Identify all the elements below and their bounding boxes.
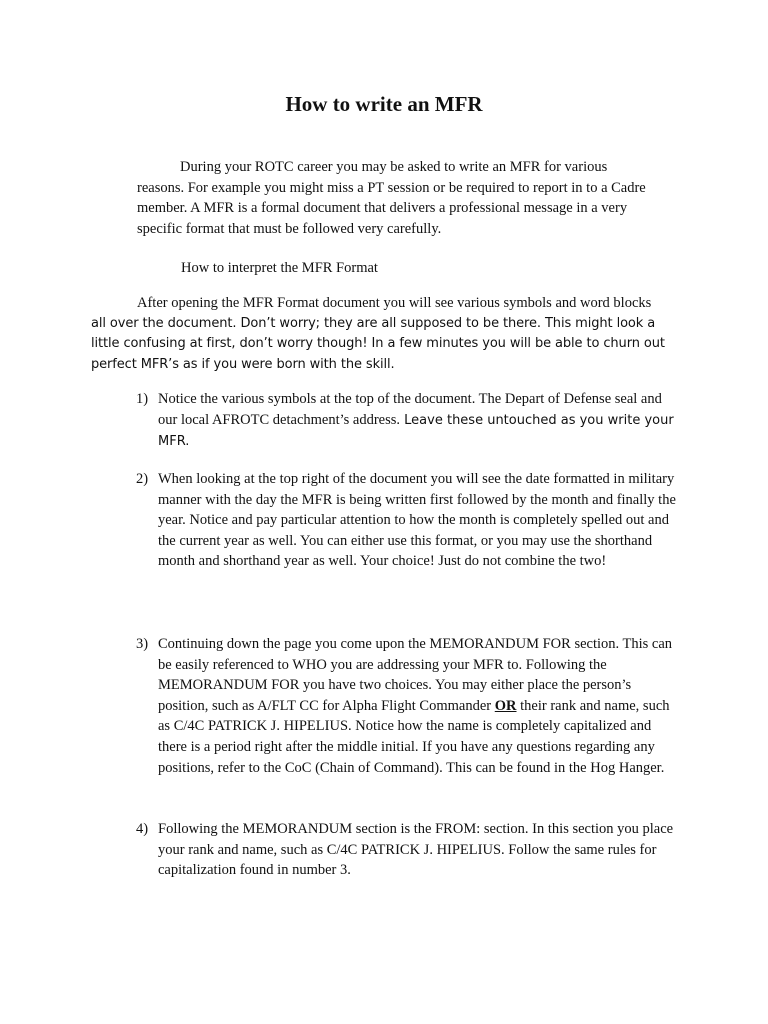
- section-subheading: How to interpret the MFR Format: [181, 260, 378, 276]
- opening-continuation: all over the document. Don’t worry; they are all supposed to be there. This might look a little confusing at first, don’t worry though! In a few minutes you will be able to churn out perfect MFR’s as if you were born with the skill.: [91, 315, 665, 372]
- list-item-number: 4): [136, 821, 149, 837]
- list-item-text: Continuing down the page you come upon the MEMORANDUM FOR section. This can be easily referenced to WHO you are addressing your MFR to. Following the MEMORANDUM FOR you have two choices. You may either place the person’s position, such as A/FLT CC for Alpha Flight Commander OR their rank and name, such as C/4C PATRICK J. HIPELIUS. Notice how the name is completely capitalized and there is a period right after the middle initial. If you have any questions regarding any positions, refer to the CoC (Chain of Command). This can be found in the Hog Hanger.: [158, 636, 673, 776]
- emphasis-or: OR: [494, 697, 517, 714]
- intro-paragraph: During your ROTC career you may be asked to write an MFR for various reasons. For example you might miss a PT session or be required to report in to a Cadre member. A MFR is a formal document that delivers a professional message in a very specific format that must be followed very carefully.: [137, 159, 646, 237]
- list-item: [136, 389, 676, 453]
- list-item-text: Following the MEMORANDUM section is the FROM: section. In this section you place your rank and name, such as C/4C PATRICK J. HIPELIUS. Follow the same rules for capitalization found in number 3.: [158, 821, 674, 879]
- list-item: [136, 469, 676, 572]
- opening-paragraph: [91, 293, 681, 375]
- list-item: [136, 634, 676, 778]
- list-item-text: When looking at the top right of the document you will see the date formatted in military manner with the day the MFR is being written first followed by the month and finally the year. Notice and pay particular attention to how the month is completely spelled out and the current year as well. You can either use this format, or you may use the shorthand month and shorthand year as well. Your choice! Just do not combine the two!: [158, 471, 676, 570]
- list-item: [136, 819, 676, 881]
- page-title: How to write an MFR: [285, 92, 483, 116]
- list-item-number: 3): [136, 636, 149, 652]
- list-item-number: 2): [136, 471, 149, 487]
- list-item-text: Notice the various symbols at the top of the document. The Depart of Defense seal and our local AFROTC detachment’s address. Leave these untouched as you write your MFR.: [158, 391, 674, 450]
- list-item-number: 1): [136, 391, 149, 407]
- opening-first-line: After opening the MFR Format document you will see various symbols and word blocks: [137, 295, 652, 311]
